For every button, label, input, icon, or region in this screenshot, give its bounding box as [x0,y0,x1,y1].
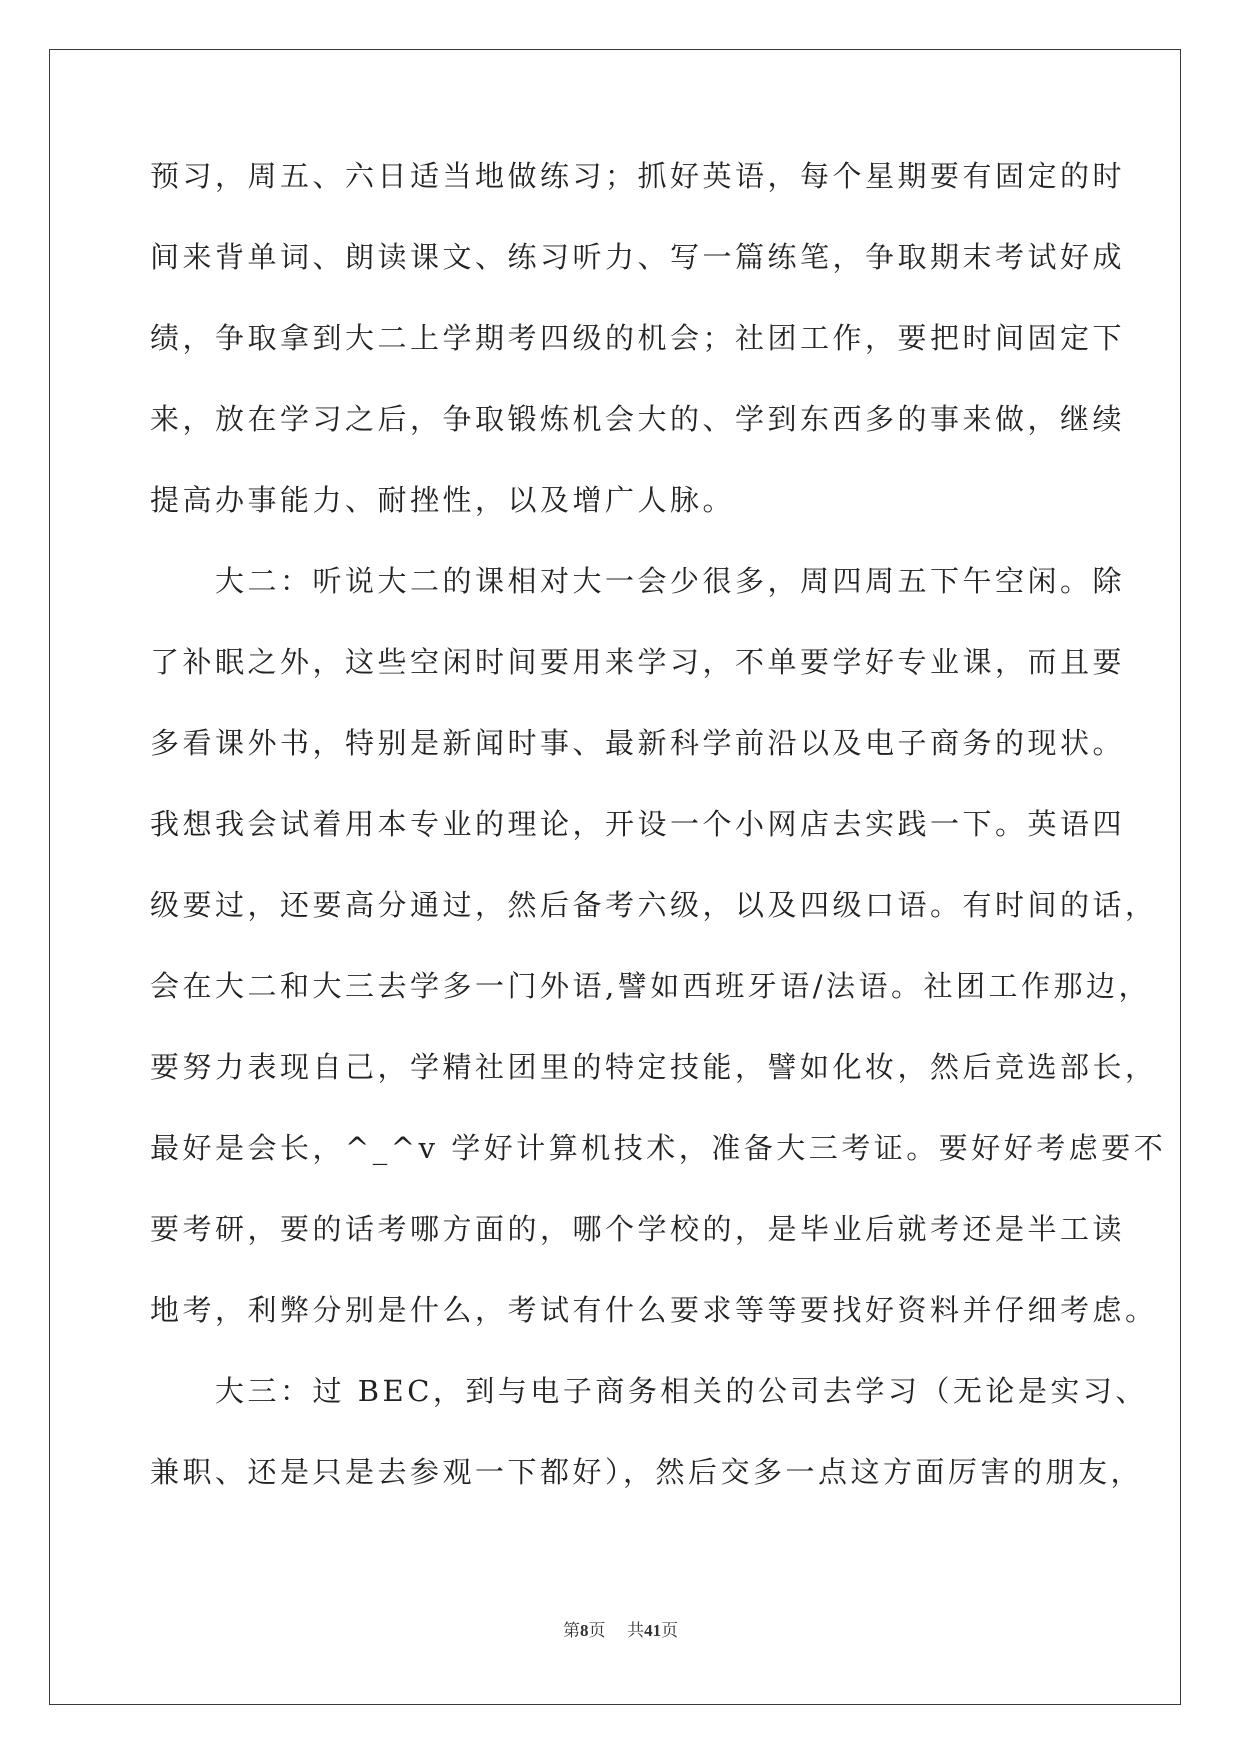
text-line: 来，放在学习之后，争取锻炼机会大的、学到东西多的事来做，继续 [150,402,1126,436]
text-line: 最好是会长，^_^v 学好计算机技术，准备大三考证。要好好考虑要不 [150,1131,1167,1165]
page-number: 8 [579,1621,589,1640]
text-line: 间来背单词、朗读课文、练习听力、写一篇练笔，争取期末考试好成 [150,240,1126,274]
total-suffix: 页 [661,1621,679,1641]
text-line: 我想我会试着用本专业的理论，开设一个小网店去实践一下。英语四 [150,807,1126,841]
total-pages: 41 [644,1621,662,1640]
text-line: 要努力表现自己，学精社团里的特定技能，譬如化妆，然后竞选部长， [150,1050,1158,1084]
page-suffix: 页 [588,1621,606,1641]
text-line: 预习，周五、六日适当地做练习；抓好英语，每个星期要有固定的时 [150,159,1126,193]
paragraph-start-line: 大二：听说大二的课相对大一会少很多，周四周五下午空闲。除 [150,564,1126,598]
page-prefix: 第 [562,1621,580,1641]
text-line: 多看课外书，特别是新闻时事、最新科学前沿以及电子商务的现状。 [150,726,1126,760]
text-line: 级要过，还要高分通过，然后备考六级，以及四级口语。有时间的话， [150,888,1158,922]
text-line: 了补眠之外，这些空闲时间要用来学习，不单要学好专业课，而且要 [150,645,1126,679]
text-line: 绩，争取拿到大二上学期考四级的机会；社团工作，要把时间固定下 [150,321,1126,355]
total-prefix: 共 [627,1621,645,1641]
document-body [150,159,1167,1489]
text-line: 会在大二和大三去学多一门外语,譬如西班牙语/法语。社团工作那边， [150,969,1151,1003]
text-line: 地考，利弊分别是什么，考试有什么要求等等要找好资料并仔细考虑。 [150,1293,1158,1327]
page-footer [0,1616,1241,1641]
paragraph-start-line: 大三：过 BEC，到与电子商务相关的公司去学习（无论是实习、 [150,1374,1148,1408]
text-line: 要考研，要的话考哪方面的，哪个学校的，是毕业后就考还是半工读 [150,1212,1126,1246]
text-line: 兼职、还是只是去参观一下都好），然后交多一点这方面厉害的朋友， [150,1455,1144,1489]
text-line: 提高办事能力、耐挫性，以及增广人脉。 [150,483,736,517]
